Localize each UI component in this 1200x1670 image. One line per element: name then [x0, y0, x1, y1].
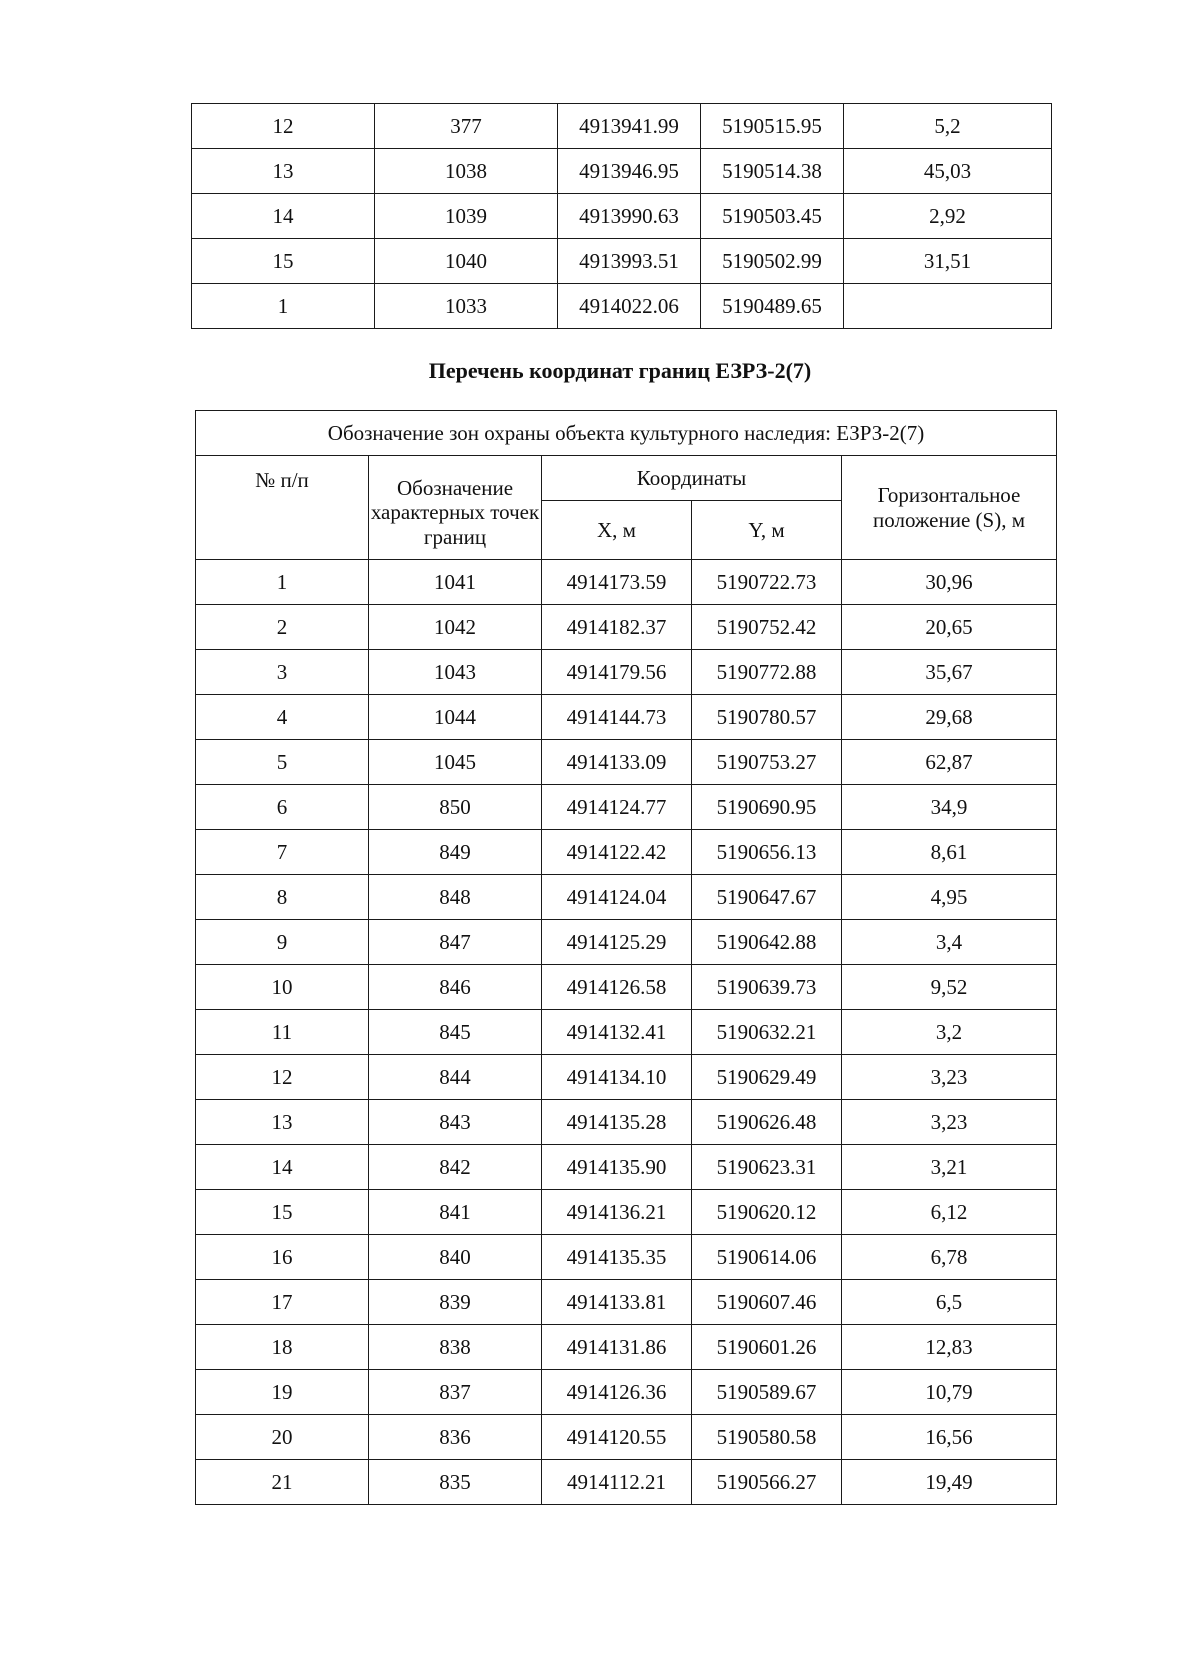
table-row: [196, 650, 1057, 695]
header-y: Y, м: [692, 501, 842, 560]
cell-y: 5190515.95: [701, 104, 844, 149]
cell-number: 9: [196, 920, 369, 965]
cell-point-id: 842: [369, 1145, 542, 1190]
cell-x: 4914122.42: [542, 830, 692, 875]
cell-distance: 34,9: [842, 785, 1057, 830]
cell-point-id: 1043: [369, 650, 542, 695]
cell-point-id: 849: [369, 830, 542, 875]
table-row: [196, 1010, 1057, 1055]
cell-x: 4914132.41: [542, 1010, 692, 1055]
cell-y: 5190772.88: [692, 650, 842, 695]
header-number: № п/п: [196, 456, 369, 560]
cell-distance: 8,61: [842, 830, 1057, 875]
cell-number: 13: [196, 1100, 369, 1145]
cell-y: 5190514.38: [701, 149, 844, 194]
cell-y: 5190690.95: [692, 785, 842, 830]
cell-y: 5190607.46: [692, 1280, 842, 1325]
cell-y: 5190656.13: [692, 830, 842, 875]
table-row: [196, 875, 1057, 920]
cell-number: 21: [196, 1460, 369, 1505]
cell-y: 5190580.58: [692, 1415, 842, 1460]
section-heading: Перечень координат границ ЕЗРЗ-2(7): [428, 358, 812, 383]
top-table-body: [192, 104, 1052, 329]
cell-y: 5190489.65: [701, 284, 844, 329]
table-row: [196, 560, 1057, 605]
header-x: X, м: [542, 501, 692, 560]
cell-y: 5190752.42: [692, 605, 842, 650]
cell-point-id: 839: [369, 1280, 542, 1325]
cell-x: 4914126.58: [542, 965, 692, 1010]
cell-point-id: 1045: [369, 740, 542, 785]
cell-number: 2: [196, 605, 369, 650]
cell-point-id: 1044: [369, 695, 542, 740]
cell-distance: [844, 284, 1052, 329]
cell-point-id: 1039: [375, 194, 558, 239]
cell-distance: 35,67: [842, 650, 1057, 695]
cell-point-id: 846: [369, 965, 542, 1010]
cell-point-id: 843: [369, 1100, 542, 1145]
cell-y: 5190632.21: [692, 1010, 842, 1055]
cell-number: 7: [196, 830, 369, 875]
cell-point-id: 1040: [375, 239, 558, 284]
cell-point-id: 1038: [375, 149, 558, 194]
table-row: [196, 785, 1057, 830]
cell-y: 5190503.45: [701, 194, 844, 239]
cell-y: 5190626.48: [692, 1100, 842, 1145]
cell-point-id: 850: [369, 785, 542, 830]
cell-y: 5190722.73: [692, 560, 842, 605]
cell-x: 4913990.63: [558, 194, 701, 239]
cell-number: 4: [196, 695, 369, 740]
cell-x: 4914120.55: [542, 1415, 692, 1460]
cell-x: 4914173.59: [542, 560, 692, 605]
cell-number: 6: [196, 785, 369, 830]
cell-distance: 3,23: [842, 1055, 1057, 1100]
cell-distance: 3,21: [842, 1145, 1057, 1190]
cell-distance: 5,2: [844, 104, 1052, 149]
zone-title: Обозначение зон охраны объекта культурного наследия: ЕЗРЗ-2(7): [196, 411, 1057, 456]
cell-point-id: 835: [369, 1460, 542, 1505]
cell-point-id: 1041: [369, 560, 542, 605]
cell-distance: 3,4: [842, 920, 1057, 965]
cell-x: 4914124.04: [542, 875, 692, 920]
cell-number: 20: [196, 1415, 369, 1460]
cell-y: 5190620.12: [692, 1190, 842, 1235]
cell-x: 4914182.37: [542, 605, 692, 650]
header-horizontal-distance: Горизонтальное положение (S), м: [842, 456, 1057, 560]
table-row: [196, 1370, 1057, 1415]
table-row: [196, 1460, 1057, 1505]
cell-y: 5190753.27: [692, 740, 842, 785]
cell-y: 5190639.73: [692, 965, 842, 1010]
table-row: [196, 740, 1057, 785]
cell-y: 5190647.67: [692, 875, 842, 920]
cell-number: 15: [192, 239, 375, 284]
cell-point-id: 1042: [369, 605, 542, 650]
cell-distance: 62,87: [842, 740, 1057, 785]
cell-x: 4914179.56: [542, 650, 692, 695]
cell-distance: 45,03: [844, 149, 1052, 194]
cell-y: 5190502.99: [701, 239, 844, 284]
cell-number: 14: [192, 194, 375, 239]
table-row: [196, 1235, 1057, 1280]
cell-point-id: 377: [375, 104, 558, 149]
cell-x: 4914144.73: [542, 695, 692, 740]
cell-y: 5190589.67: [692, 1370, 842, 1415]
table-row: [192, 284, 1052, 329]
cell-distance: 2,92: [844, 194, 1052, 239]
cell-x: 4914133.81: [542, 1280, 692, 1325]
cell-number: 11: [196, 1010, 369, 1055]
cell-distance: 12,83: [842, 1325, 1057, 1370]
cell-x: 4913941.99: [558, 104, 701, 149]
cell-x: 4914136.21: [542, 1190, 692, 1235]
main-coordinates-table: [195, 410, 1057, 1505]
cell-distance: 6,78: [842, 1235, 1057, 1280]
cell-x: 4914134.10: [542, 1055, 692, 1100]
cell-point-id: 838: [369, 1325, 542, 1370]
cell-distance: 16,56: [842, 1415, 1057, 1460]
cell-distance: 31,51: [844, 239, 1052, 284]
cell-x: 4914112.21: [542, 1460, 692, 1505]
cell-number: 17: [196, 1280, 369, 1325]
cell-distance: 3,2: [842, 1010, 1057, 1055]
main-table-body: [196, 560, 1057, 1505]
cell-y: 5190780.57: [692, 695, 842, 740]
cell-number: 1: [196, 560, 369, 605]
cell-number: 3: [196, 650, 369, 695]
table-row: [196, 920, 1057, 965]
cell-distance: 3,23: [842, 1100, 1057, 1145]
cell-number: 10: [196, 965, 369, 1010]
cell-distance: 30,96: [842, 560, 1057, 605]
cell-point-id: 844: [369, 1055, 542, 1100]
cell-distance: 19,49: [842, 1460, 1057, 1505]
header-point-label: Обозначение характерных точек границ: [369, 456, 542, 560]
cell-x: 4914125.29: [542, 920, 692, 965]
cell-distance: 6,5: [842, 1280, 1057, 1325]
cell-number: 12: [192, 104, 375, 149]
cell-number: 8: [196, 875, 369, 920]
cell-x: 4914133.09: [542, 740, 692, 785]
table-row: [196, 1145, 1057, 1190]
table-row: [196, 1055, 1057, 1100]
top-coordinates-table: [191, 103, 1052, 329]
cell-distance: 6,12: [842, 1190, 1057, 1235]
table-row: [196, 965, 1057, 1010]
cell-y: 5190623.31: [692, 1145, 842, 1190]
cell-point-id: 1033: [375, 284, 558, 329]
cell-number: 12: [196, 1055, 369, 1100]
table-row: [196, 1415, 1057, 1460]
table-row: [196, 1100, 1057, 1145]
table-row: [192, 239, 1052, 284]
cell-x: 4914131.86: [542, 1325, 692, 1370]
cell-x: 4914126.36: [542, 1370, 692, 1415]
cell-x: 4914135.35: [542, 1235, 692, 1280]
table-row: [196, 830, 1057, 875]
table-row: [196, 1280, 1057, 1325]
cell-distance: 20,65: [842, 605, 1057, 650]
cell-x: 4914124.77: [542, 785, 692, 830]
cell-point-id: 837: [369, 1370, 542, 1415]
table-row: [192, 149, 1052, 194]
cell-number: 5: [196, 740, 369, 785]
cell-x: 4913946.95: [558, 149, 701, 194]
cell-distance: 9,52: [842, 965, 1057, 1010]
cell-x: 4914135.28: [542, 1100, 692, 1145]
cell-y: 5190601.26: [692, 1325, 842, 1370]
table-row: [196, 1190, 1057, 1235]
cell-y: 5190642.88: [692, 920, 842, 965]
cell-x: 4914022.06: [558, 284, 701, 329]
cell-distance: 4,95: [842, 875, 1057, 920]
cell-number: 19: [196, 1370, 369, 1415]
cell-point-id: 847: [369, 920, 542, 965]
cell-number: 15: [196, 1190, 369, 1235]
table-row: [192, 104, 1052, 149]
cell-point-id: 840: [369, 1235, 542, 1280]
cell-number: 18: [196, 1325, 369, 1370]
cell-point-id: 848: [369, 875, 542, 920]
cell-distance: 10,79: [842, 1370, 1057, 1415]
cell-y: 5190566.27: [692, 1460, 842, 1505]
cell-point-id: 841: [369, 1190, 542, 1235]
cell-number: 13: [192, 149, 375, 194]
cell-distance: 29,68: [842, 695, 1057, 740]
cell-x: 4914135.90: [542, 1145, 692, 1190]
table-row: [192, 194, 1052, 239]
cell-point-id: 836: [369, 1415, 542, 1460]
table-row: [196, 695, 1057, 740]
table-row: [196, 1325, 1057, 1370]
table-row: [196, 605, 1057, 650]
cell-y: 5190629.49: [692, 1055, 842, 1100]
cell-number: 16: [196, 1235, 369, 1280]
cell-y: 5190614.06: [692, 1235, 842, 1280]
cell-point-id: 845: [369, 1010, 542, 1055]
cell-number: 1: [192, 284, 375, 329]
header-coordinates: Координаты: [542, 456, 842, 501]
cell-number: 14: [196, 1145, 369, 1190]
cell-x: 4913993.51: [558, 239, 701, 284]
main-table-header: [196, 411, 1057, 560]
